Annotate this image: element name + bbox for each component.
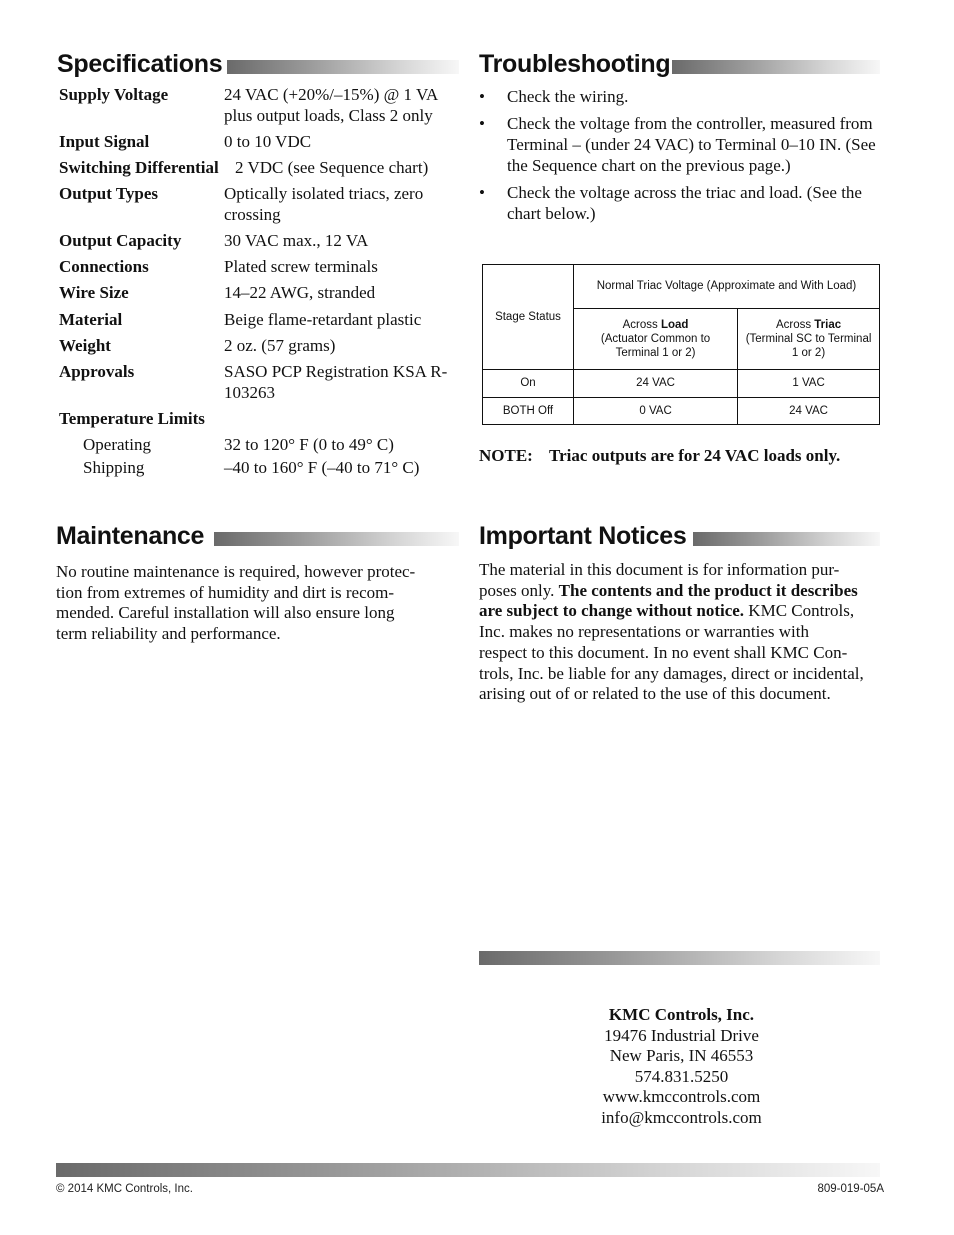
company-email-link[interactable]: info@kmccontrols.com <box>601 1107 762 1127</box>
important-notices-heading-bar <box>693 532 880 546</box>
company-website-link[interactable]: www.kmccontrols.com <box>602 1087 761 1106</box>
spec-label: Output Types <box>59 184 159 203</box>
text-bold: The contents and the product it describes <box>558 580 858 600</box>
text-line: No routine maintenance is required, however protec- <box>56 562 416 581</box>
important-notices-body <box>479 560 889 705</box>
note-label: NOTE: <box>479 446 533 465</box>
maintenance-heading: Maintenance <box>56 522 205 550</box>
text-line: mended. Careful installation will also ensure long <box>56 603 395 623</box>
company-city: New Paris, IN 46553 <box>609 1046 754 1065</box>
spec-value: 0 to 10 VDC <box>224 132 312 151</box>
spec-label: Switching Differential <box>59 158 219 177</box>
text-line: arising out of or related to the use of this document. <box>479 684 831 704</box>
spec-value: 2 oz. (57 grams) <box>224 336 336 355</box>
header-prefix: Across <box>622 318 661 331</box>
table-cell-status: BOTH Off <box>483 397 574 424</box>
text-line: term reliability and performance. <box>56 624 281 644</box>
table-row <box>483 397 880 424</box>
footer-bar <box>56 1163 880 1177</box>
text-line: tion from extremes of humidity and dirt is recom- <box>56 582 395 602</box>
table-header-across-triac <box>738 308 880 370</box>
address-divider-bar <box>479 951 880 965</box>
text-line: respect to this document. In no event shall KMC Con- <box>479 642 848 662</box>
spec-label: Wire Size <box>59 283 129 302</box>
table-cell-triac: 1 VAC <box>738 370 880 397</box>
spec-value: Plated screw terminals <box>224 257 378 276</box>
text-normal: KMC Controls, <box>744 601 855 621</box>
text-line <box>479 581 889 602</box>
company-address <box>479 1005 884 1128</box>
spec-value: Beige flame-retardant plastic <box>224 310 422 329</box>
spec-label: Weight <box>59 336 111 355</box>
table-header-across-load <box>574 308 738 370</box>
spec-label: Connections <box>59 257 149 276</box>
list-item-text: Check the wiring. <box>507 87 629 106</box>
list-item-text: Check the voltage across the triac and load. (See the chart below.) <box>507 183 862 223</box>
spec-value: 24 VAC (+20%/–15%) @ 1 VA plus output loads, Class 2 only <box>224 85 438 125</box>
spec-label: Supply Voltage <box>59 85 169 104</box>
triac-note <box>479 445 840 466</box>
maintenance-heading-bar <box>214 532 459 546</box>
spec-value: 32 to 120° F (0 to 49° C) <box>224 435 394 454</box>
header-sub: (Terminal SC to Terminal 1 or 2) <box>745 332 872 359</box>
spec-value: SASO PCP Registration KSA R-103263 <box>224 362 448 402</box>
text-line: trols, Inc. be liable for any damages, direct or incidental, <box>479 663 864 683</box>
important-notices-heading: Important Notices <box>479 522 687 550</box>
text-line: The material in this document is for information pur- <box>479 560 840 579</box>
spec-label: Material <box>59 310 123 329</box>
specifications-heading-bar <box>227 60 459 74</box>
text-line <box>479 601 889 622</box>
spec-sublabel: Operating <box>83 435 151 454</box>
header-sub: (Actuator Common to Terminal 1 or 2) <box>600 332 711 359</box>
specifications-heading: Specifications <box>57 50 223 78</box>
footer-copyright: © 2014 KMC Controls, Inc. <box>56 1183 193 1195</box>
text-bold: are subject to change without notice. <box>479 601 745 621</box>
troubleshooting-list <box>479 86 879 230</box>
table-header-group: Normal Triac Voltage (Approximate and With Load) <box>574 265 880 309</box>
text-line: Inc. makes no representations or warranties with <box>479 622 809 642</box>
list-item <box>479 182 879 224</box>
list-item-text: Check the voltage from the controller, measured from Terminal – (under 24 VAC) to Terminal 0–10 IN. (See the Sequence chart on the previous page.) <box>507 114 876 175</box>
spec-value: 30 VAC max., 12 VA <box>224 231 369 250</box>
troubleshooting-heading-bar <box>672 60 880 74</box>
table-row <box>483 370 880 397</box>
company-street: 19476 Industrial Drive <box>604 1025 759 1045</box>
troubleshooting-heading: Troubleshooting <box>479 50 671 78</box>
table-cell-status: On <box>483 370 574 397</box>
company-name: KMC Controls, Inc. <box>608 1005 755 1024</box>
note-text: Triac outputs are for 24 VAC loads only. <box>549 446 841 465</box>
text-normal: poses only. <box>479 580 559 600</box>
header-bold: Load <box>660 318 689 331</box>
spec-label: Approvals <box>59 362 135 381</box>
header-prefix: Across <box>775 318 815 331</box>
spec-value: –40 to 160° F (–40 to 71° C) <box>224 458 420 477</box>
spec-label: Input Signal <box>59 132 150 151</box>
maintenance-body <box>56 562 466 645</box>
spec-label: Temperature Limits <box>59 409 205 428</box>
table-header-stage-status: Stage Status <box>483 265 574 370</box>
spec-value: 14–22 AWG, stranded <box>224 283 376 302</box>
spec-label: Output Capacity <box>59 231 182 250</box>
bullet-icon: • <box>479 114 485 133</box>
table-cell-triac: 24 VAC <box>738 397 880 424</box>
spec-value: 2 VDC (see Sequence chart) <box>235 158 429 177</box>
footer-doc-number: 809-019-05A <box>817 1183 884 1195</box>
spec-value: Optically isolated triacs, zero crossing <box>224 184 424 224</box>
bullet-icon: • <box>479 87 485 106</box>
list-item <box>479 113 879 176</box>
bullet-icon: • <box>479 183 485 202</box>
table-cell-load: 0 VAC <box>574 397 738 424</box>
header-bold: Triac <box>814 318 842 331</box>
company-phone: 574.831.5250 <box>634 1066 729 1086</box>
list-item <box>479 86 879 107</box>
table-cell-load: 24 VAC <box>574 370 738 397</box>
triac-voltage-table <box>482 264 880 425</box>
spec-sublabel: Shipping <box>83 458 145 477</box>
